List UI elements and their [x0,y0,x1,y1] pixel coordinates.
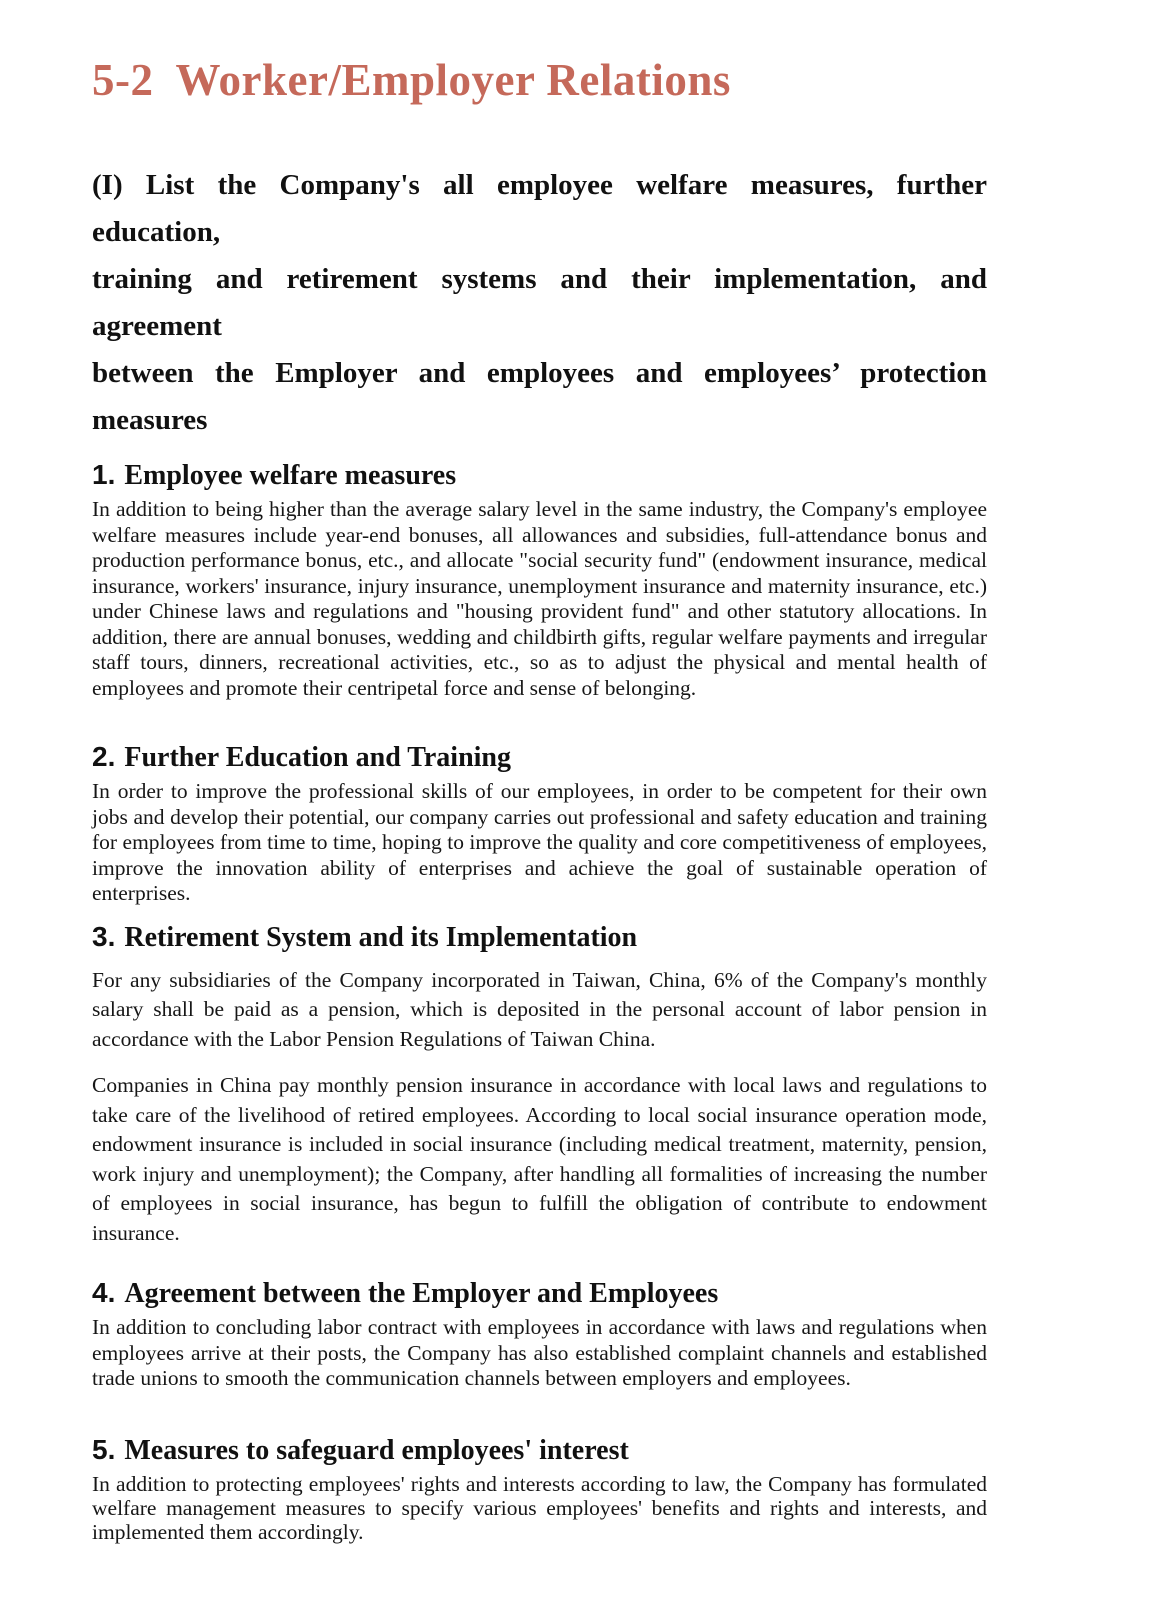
paragraph: For any subsidiaries of the Company incorporated in Taiwan, China, 6% of the Company's monthly salary shall be paid as a pension, which is deposited in the personal account of labor pension in accordance with the Labor Pension Regulations of Taiwan China. [92,967,987,1051]
section-number: 5. [92,1433,116,1465]
section-title: Further Education and Training [124,742,511,773]
section-education-training [92,739,987,907]
page-title-text: Worker/Employer Relations [175,55,731,105]
section-heading [92,1275,987,1312]
intro-heading-line: between the Employer and employees and employees’ protection measures [92,357,987,436]
section-heading [92,457,987,494]
section-number: 1. [92,459,116,490]
intro-heading-line: (I) List the Company's all employee welfare measures, further education, [92,169,987,248]
section-heading [92,1432,987,1469]
paragraph: In addition to protecting employees' rights and interests according to law, the Company has formulated welfare management measures to specify various employees' benefits and rights and interests, and implemented them accordingly. [92,1471,987,1544]
section-employee-welfare [92,457,987,701]
paragraph: In addition to being higher than the average salary level in the same industry, the Company's employee welfare measures include year-end bonuses, all allowances and subsidies, full-attendance bonus and production performance bonus, etc., and allocate "social security fund" (endowment insurance, medical insurance, workers' insurance, injury insurance, unemployment insurance and maternity insurance, etc.) under Chinese laws and regulations and "housing provident fund" and other statutory allocations. In addition, there are annual bonuses, wedding and childbirth gifts, regular welfare payments and irregular staff tours, dinners, recreational activities, etc., so as to adjust the physical and mental health of employees and promote their centripetal force and sense of belonging. [92,497,987,700]
section-number: 4. [92,1277,116,1308]
section-title: Agreement between the Employer and Employees [124,1278,719,1309]
section-employer-employee-agreement [92,1275,987,1392]
section-safeguard-measures [92,1432,987,1544]
section-heading [92,919,987,956]
section-title: Measures to safeguard employees' interest [124,1434,629,1466]
paragraph: In order to improve the professional skills of our employees, in order to be competent for their own jobs and develop their potential, our company carries out professional and safety education and training for employees from time to time, hoping to improve the quality and core competitiveness of employees, improve the innovation ability of enterprises and achieve the goal of sustainable operation of enterprises. [92,779,987,905]
intro-heading-line: training and retirement systems and their implementation, and agreement [92,263,987,342]
paragraph: In addition to concluding labor contract with employees in accordance with laws and regulations when employees arrive at their posts, the Company has also established complaint channels and established trade unions to smooth the communication channels between employers and employees. [92,1315,987,1390]
section-title: Employee welfare measures [124,460,457,491]
section-number: 2. [92,741,116,772]
section-retirement-system [92,919,987,1249]
intro-heading [92,162,987,444]
section-heading [92,739,987,776]
page-title [92,55,987,105]
section-title: Retirement System and its Implementation [124,921,638,953]
section-number: 3. [92,920,116,952]
page-title-number: 5-2 [92,55,154,105]
paragraph: Companies in China pay monthly pension insurance in accordance with local laws and regulations to take care of the livelihood of retired employees. According to local social insurance operation mode, endowment insurance is included in social insurance (including medical treatment, maternity, pension, work injury and unemployment); the Company, after handling all formalities of increasing the number of employees in social insurance, has begun to fulfill the obligation of contribute to endowment insurance. [92,1073,987,1245]
